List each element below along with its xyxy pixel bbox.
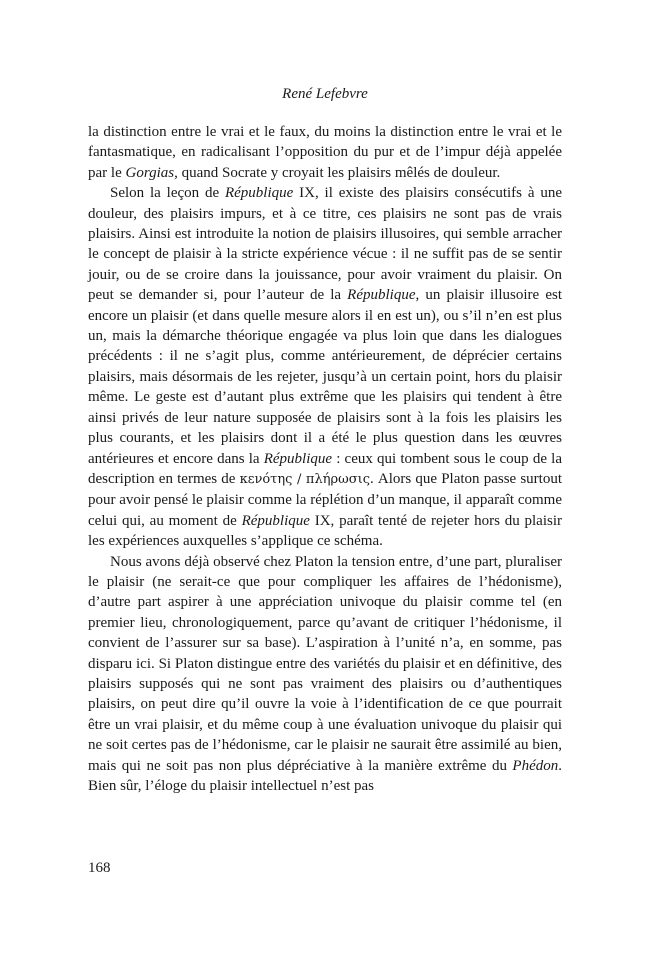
italic-title: République	[241, 512, 310, 529]
running-head: René Lefebvre	[282, 86, 368, 102]
text-run: IX, paraît tenté de rejeter hors du plaisir les expériences auxquelles s’applique ce schéma.	[88, 512, 563, 550]
paragraph	[88, 183, 562, 551]
italic-title: République	[263, 450, 333, 467]
italic-title: République	[224, 185, 294, 202]
text-run: Nous avons déjà observé chez Platon la tension entre, d’une part, pluraliser le plaisir (ne serait-ce que pour compliquer les affaires de l’hédonisme), d’autre part aspirer à une appréciation univoque du plaisir comme tel (en premier lieu, chronologiquement, parce qu’avant de critiquer l’hédonisme, il convient de l’assurer sur sa base). L’aspiration à l’unité n’a, en somme, pas disparu ici. Si Platon distingue entre des variétés du plaisir et en définitive, des plaisirs supposés qui ne sont pas vraiment des plaisirs ou d’authentiques plaisirs, on peut dire qu’il ouvre la voie à l’identification de ce que pourrait être un vrai plaisir, et du même coup à une évaluation univoque du plaisir qui ne soit certes pas de l’hédonisme, car le plaisir ne saurait être assimilé au bien, mais qui ne soit pas non plus dépréciative à la manière extrême du	[88, 553, 562, 774]
italic-title: République	[347, 287, 416, 304]
page-number: 168	[88, 860, 111, 876]
text-run: . Bien sûr, l’éloge du plaisir intellectuel n’est pas	[88, 757, 562, 794]
text-run: IX, il existe des plaisirs consécutifs à une douleur, des plaisirs impurs, et à ce titre, ces plaisirs ne sont pas de vrais plaisirs. Ainsi est introduite la notion de plaisirs illusoires, qui semble arracher le concept de plaisir à la stricte expérience vécue : il ne suffit pas de se sentir jouir, ou de se croire dans la jouissance, pour avoir vraiment du plaisir. On peut se demander si, pour l’auteur de la	[88, 185, 562, 304]
text-run: . Alors que Platon passe surtout pour avoir pensé le plaisir comme la réplétion d’un manque, il apparaît comme celui qui, au moment de	[88, 470, 563, 529]
text-run: la distinction entre le vrai et le faux, du moins la distinction entre le vrai et le fantasmatique, en radicalisant l’opposition du pur et de l’impur déjà appelée par le	[88, 124, 562, 181]
greek-term: κενότης / πλήρωσις	[239, 471, 370, 487]
paragraph	[88, 122, 562, 183]
text-run: : ceux qui tombent sous le coup de la description en termes de	[88, 450, 562, 487]
paragraph	[88, 552, 562, 797]
italic-title: Phédon	[512, 757, 559, 774]
text-run: Selon la leçon de	[110, 185, 225, 202]
text-run: , quand Socrate y croyait les plaisirs mêlés de douleur.	[174, 164, 501, 181]
body-text	[88, 122, 562, 796]
italic-title: Gorgias	[125, 164, 175, 181]
text-run: , un plaisir illusoire est encore un plaisir (et dans quelle mesure alors il en est un), ou s’il n’en est plus un, mais la démarche théorique engagée va plus loin que dans les dialogues précédents : il ne s’agit plus, comme antérieurement, de déprécier certains plaisirs, mais désormais de les rejeter, jusqu’à un certain point, hors du plaisir même. Le geste est d’autant plus extrême que les plaisirs qui tendent à être ainsi privés de leur nature supposée de plaisirs sont à la fois les plaisirs les plus courants, et les plaisirs dont il a été le plus question dans les œuvres antérieures et encore dans la	[88, 287, 562, 467]
